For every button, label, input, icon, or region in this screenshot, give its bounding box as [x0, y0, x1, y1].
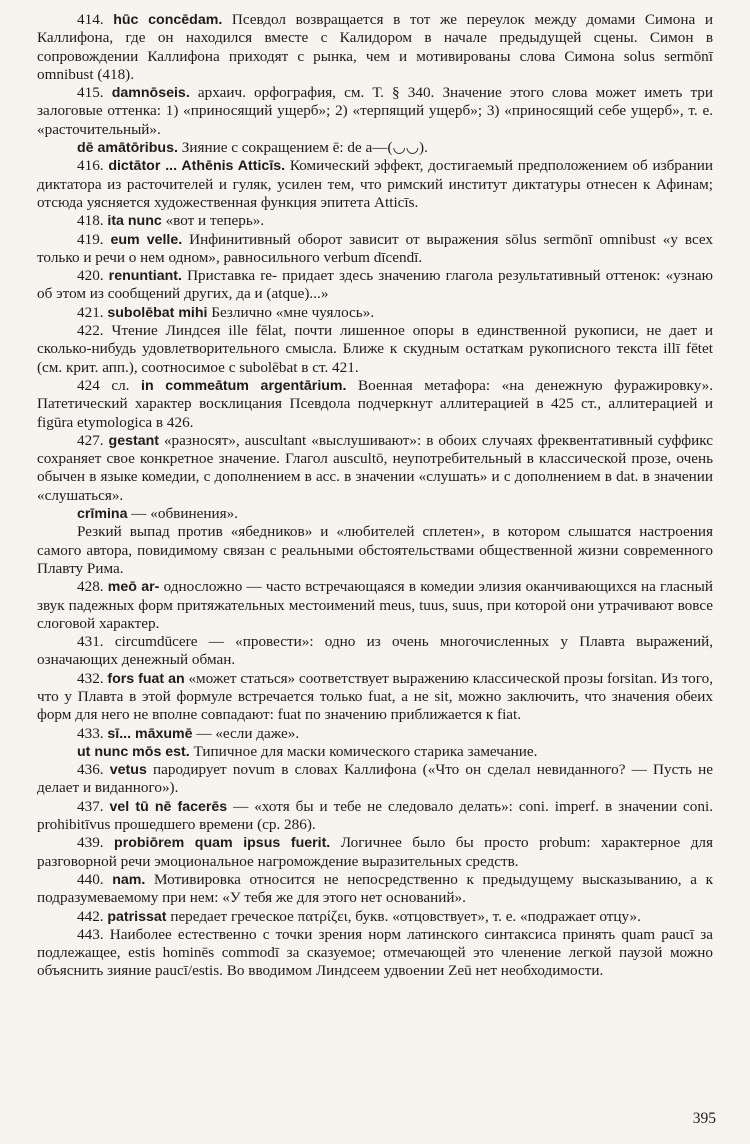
- entry-442: 442. patrissat передает греческое πατρίζει, букв. «отцовствует», т. е. «подражает отцу».: [77, 907, 641, 925]
- entry-431: 431. circumdūcere — «провести»: одно из очень многочисленных у Плавта выражений, означающих денежный обман.: [37, 633, 714, 669]
- lemma: ita nunc: [107, 213, 162, 230]
- page-number: 395: [692, 1110, 716, 1127]
- entry-420: 420. renuntiant. Приставка re- придает здесь значению глагола результативный оттенок: «узнаю об этом из сообщений других, да и (atque)...»: [37, 267, 713, 303]
- entry-418: 418. ita nunc «вот и теперь».: [77, 212, 265, 230]
- lemma: hūc concēdam.: [113, 12, 223, 28]
- entry-415: 415. damnōseis. архаич. орфография, см. Т. § 340. Значение этого слова может иметь три залоговые оттенка: 1) «приносящий ущерб»; 2) «терпящий ущерб»; 3) «приносящий себе ущерб», т. е. «расточительный».: [37, 84, 713, 138]
- entry-ut-nunc: ut nunc mōs est. Типичное для маски комического старика замечание.: [77, 742, 538, 760]
- entry-428: 428. meō ar- односложно — часто встречающаяся в комедии элизия оканчивающихся на гласный звук падежных форм притяжательных местоимений meus, tuus, suus, при которой они утрачивают вовсе слоговой характер.: [37, 578, 714, 632]
- entry-crimina: crīmina — «обвинения».: [77, 505, 238, 523]
- entry-421: 421. subolēbat mihi Безлично «мне чуялось».: [77, 303, 375, 321]
- entry-443: 443. Наиболее естественно с точки зрения норм латинского синтаксиса принять quam paucī за подлежащее, estis hominēs commodī за сказуемое; отмечающей это членение легкой паузой можно объяснить зияние paucī/estis. Во вводимом Линдсеем удвоении Zeū нет необходимости.: [37, 925, 714, 980]
- lemma: in commeātum argentārium.: [141, 377, 347, 394]
- lemma: meō ar-: [107, 579, 160, 596]
- lemma: damnōseis.: [111, 85, 190, 102]
- entry-416: 416. dictātor ... Athēnis Atticīs. Комический эффект, достигаемый предположением об избрании диктатора из расточителей и гуляк, усилен тем, что римский институт диктатуры отнесен к Афинам; отсюда уясняется художественная функция эпитета Atticīs.: [37, 157, 714, 211]
- entry-433: 433. sī... māxumē — «если даже».: [77, 724, 300, 742]
- lemma: eum velle.: [110, 231, 183, 248]
- lemma: dictātor ... Athēnis Atticīs.: [108, 158, 286, 175]
- lemma: fors fuat an: [107, 670, 185, 687]
- entry-439: 439. probiōrem quam ipsus fuerit. Логичнее было бы просто probum: характерное для разговорной речи эмоциональное нагромождение выразительных средств.: [37, 834, 713, 870]
- entry-432: 432. fors fuat an «может статься» соответствует выражению классической прозы forsitan. Из того, что у Плавта в этой формуле встречается только fuat, а не sit, можно заключить, что значения обеих форм для него не вполне совпадают: fuat по значению приближается к fiat.: [37, 669, 714, 724]
- lemma: vetus: [109, 762, 147, 779]
- lemma: sī... māxumē: [107, 725, 193, 742]
- entry-419: 419. eum velle. Инфинитивный оборот зависит от выражения sōlus sermōnī omnibust «у всех только и речи о нем одном», равносильного verbum dīcendī.: [37, 230, 714, 266]
- entry-436: 436. vetus пародирует novum в словах Каллифона («Что он сделал невиданного? — Пусть не делает и виданного»).: [37, 761, 713, 797]
- lemma: patrissat: [107, 908, 167, 925]
- lemma: probiōrem quam ipsus fuerit.: [114, 835, 331, 852]
- entry-de-amatoribus: dē amātōribus. Зияние с сокращением ē: de a—(◡◡).: [77, 139, 428, 157]
- lemma: crīmina: [77, 506, 128, 523]
- entry-427: 427. gestant «разносят», auscultant «выслушивают»: в обоих случаях фреквентативный суффикс сохраняет свое конкретное значение. Глагол auscultō, неупотребительный в классической прозе, очень обычен в языке комедии, с дополнением в acc. в значении «слушать» и с дополнением в dat. в значении «слушаться».: [37, 431, 714, 504]
- entry-437: 437. vel tū nē facerēs — «хотя бы и тебе не следовало делать»: coni. imperf. в значении coni. prohibitīvus прошедшего времени (ср. 286).: [37, 797, 713, 834]
- lemma: dē amātōribus.: [77, 140, 178, 157]
- lemma: subolēbat mihi: [107, 304, 208, 321]
- commentary-text: [37, 11, 713, 981]
- lemma: nam.: [112, 871, 146, 888]
- lemma: gestant: [108, 432, 159, 449]
- lemma: vel tū nē facerēs: [109, 798, 228, 815]
- lemma: ut nunc mōs est.: [77, 743, 190, 760]
- entry-422: 422. Чтение Линдсея ille fēlat, почти лишенное опоры в единственной рукописи, не дает и сколько-нибудь удовлетворительного смысла. Ближе к скудным остаткам рукописного текста illī fētet (см. крит. апп.), соотносимое с subolēbat в ст. 421.: [37, 322, 713, 376]
- lemma: renuntiant.: [108, 268, 182, 285]
- entry-440: 440. nam. Мотивировка относится не непосредственно к предыдущему высказыванию, а к подразумеваемому при нем: «У тебя же для этого нет оснований».: [37, 870, 714, 907]
- entry-remark: Резкий выпад против «ябедников» и «любителей сплетен», в котором слышатся настроения самого автора, повидимому связан с реальными обстоятельствами общественной жизни современного Плавту Рима.: [37, 523, 713, 577]
- entry-424: 424 сл. in commeātum argentārium. Военная метафора: «на денежную фуражировку». Патетический характер восклицания Псевдола подчеркнут аллитерацией в 425 ст., аллитерацией и figūra etymologica в 426.: [37, 376, 714, 431]
- entry-414: 414. hūc concēdam. Псевдол возвращается в тот же переулок между домами Симона и Каллифона, где он находился вместе с Калидором в начале предыдущей сцены. Симон в сопровождении Каллифона приходят с рынка, чем и мотивированы слова Симона solus sermōnī omnibust (418).: [37, 11, 713, 83]
